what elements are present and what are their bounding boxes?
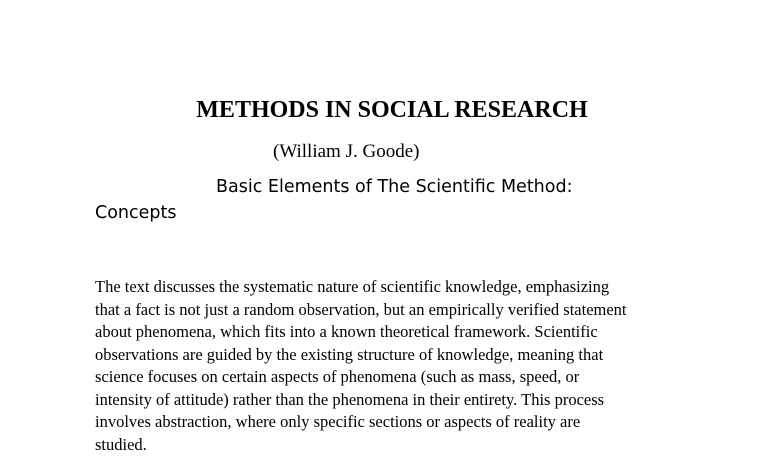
body-line: involves abstraction, where only specific sections or aspects of reality are — [95, 411, 695, 434]
body-line: observations are guided by the existing structure of knowledge, meaning that — [95, 344, 695, 367]
document-author: (William J. Goode) — [273, 140, 419, 164]
body-line: science focuses on certain aspects of phenomena (such as mass, speed, or — [95, 366, 695, 389]
body-line: The text discusses the systematic nature of scientific knowledge, emphasizing — [95, 276, 695, 299]
body-paragraph — [95, 276, 695, 456]
body-line: about phenomena, which fits into a known theoretical framework. Scientific — [95, 321, 695, 344]
body-line: studied. — [95, 434, 695, 456]
body-line: intensity of attitude) rather than the phenomena in their entirety. This process — [95, 389, 695, 412]
section-heading-line-2: Concepts — [95, 201, 177, 225]
document-title: METHODS IN SOCIAL RESEARCH — [0, 95, 784, 125]
body-line: that a fact is not just a random observation, but an empirically verified statement — [95, 299, 695, 322]
section-heading-line-1: Basic Elements of The Scientific Method: — [216, 175, 572, 199]
